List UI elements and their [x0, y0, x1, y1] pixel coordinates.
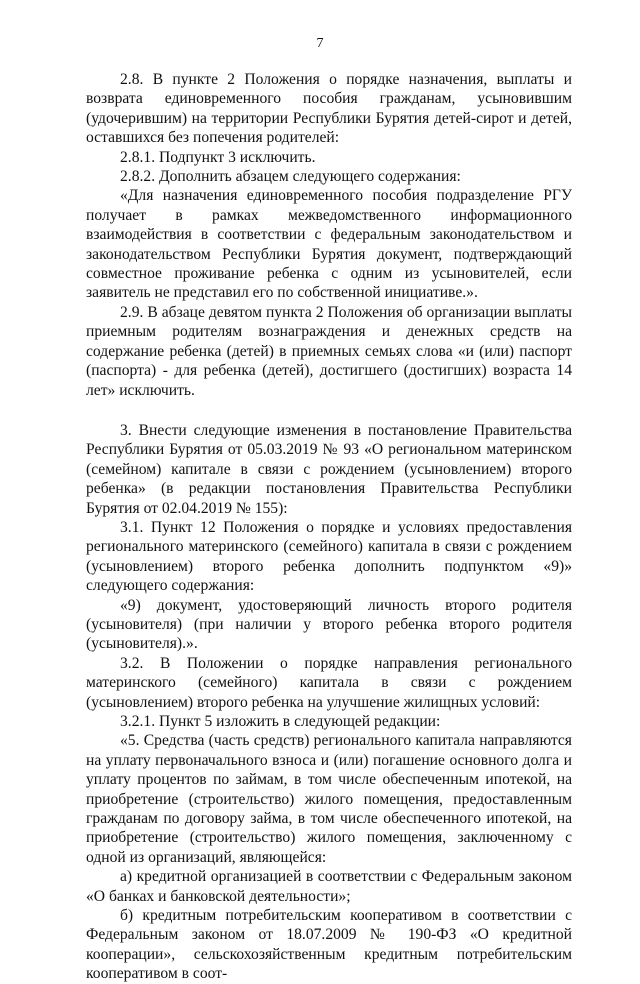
paragraph-2-8-2: 2.8.2. Дополнить абзацем следующего содержания: — [120, 168, 461, 186]
paragraph-b: б) кредитным потребительским кооперативом в соответствии с Федеральным законом от 18.07.2009 № 190-ФЗ «О кредитной кооперации», сельскохозяйственным кредитным потребительским кооперативом в соот- — [86, 907, 572, 983]
paragraph-quote-5: «5. Средства (часть средств) регионального капитала направляются на уплату первоначального взноса и (или) погашение основного долга и уплату процентов по займам, в том числе обеспеченным ипотекой, на приобретение (строительство) жилого помещения, предоставленным гражданам по договору займа, в том числе обеспеченного ипотекой, на приобретение (строительство) жилого помещения, заключенному с одной из организаций, являющейся: — [86, 732, 572, 866]
paragraph-2-8: 2.8. В пункте 2 Положения о порядке назначения, выплаты и возврата единовременного пособия гражданам, усыновившим (удочерившим) на территории Республики Бурятия детей-сирот и детей, оставшихся без попечения родителей: — [86, 71, 572, 147]
document-body — [86, 70, 572, 984]
paragraph-3-1: 3.1. Пункт 12 Положения о порядке и условиях предоставления регионального материнского (семейного) капитала в связи с рождением (усыновлением) второго ребенка дополнить подпунктом «9)» следующего содержания: — [86, 518, 572, 595]
page-number: 7 — [316, 36, 324, 51]
paragraph-3-2-1: 3.2.1. Пункт 5 изложить в следующей редакции: — [120, 713, 441, 730]
paragraph-quote-rgu: «Для назначения единовременного пособия подразделение РГУ получает в рамках межведомственного информационного взаимодействия в соответствии с федеральным законодательством и законодательством Республики Бурятия документ, подтверждающий совместное проживание ребенка с одним из усыновителей, если заявитель не представил его по собственной инициативе.». — [86, 187, 572, 302]
paragraph-a: а) кредитной организацией в соответствии с Федеральным законом «О банках и банковской деятельности»; — [86, 868, 572, 905]
paragraph-2-8-1: 2.8.1. Подпункт 3 исключить. — [120, 148, 316, 166]
paragraph-3: 3. Внести следующие изменения в постановление Правительства Республики Бурятия от 05.03.2019 № 93 «О региональном материнском (семейном) капитале в связи с рождением (усыновлением) второго ребенка» (в редакции постановления Правительства Республики Бурятия от 02.04.2019 № 155): — [86, 421, 572, 517]
section-gap — [86, 400, 572, 421]
paragraph-3-2: 3.2. В Положении о порядке направления регионального материнского (семейного) капитала в связи с рождением (усыновлением) второго ребенка на улучшение жилищных условий: — [86, 654, 572, 711]
paragraph-2-9: 2.9. В абзаце девятом пункта 2 Положения об организации выплаты приемным родителям вознаграждения и денежных средств на содержание ребенка (детей) в приемных семьях слова «и (или) паспорт (паспорта) - для ребенка (детей), достигшего (достигших) возраста 14 лет» исключить. — [86, 303, 572, 399]
paragraph-quote-9: «9) документ, удостоверяющий личность второго родителя (усыновителя) (при наличии у второго ребенка второго родителя (усыновителя).». — [86, 596, 572, 653]
